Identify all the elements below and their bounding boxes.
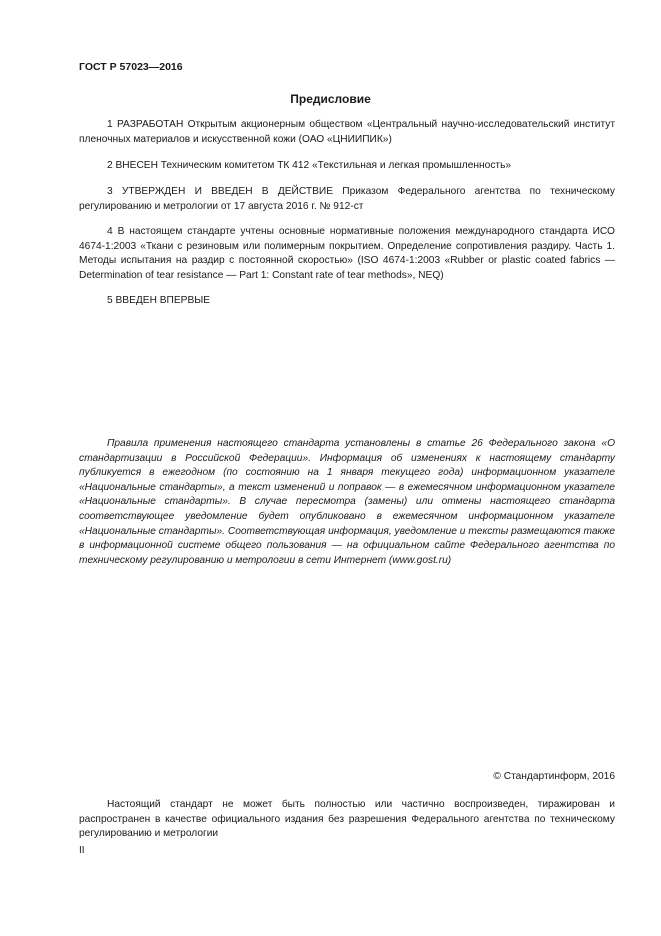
reproduction-notice <box>79 798 615 842</box>
foreword-item-1 <box>79 118 615 147</box>
foreword-item-text: 2 ВНЕСЕН Техническим комитетом ТК 412 «Текстильная и легкая промышленность» <box>107 160 512 171</box>
page-number: II <box>79 845 85 856</box>
foreword-item-text: 3 УТВЕРЖДЕН И ВВЕДЕН В ДЕЙСТВИЕ Приказом Федерального агентства по техническому регулированию и метрологии от 17 августа 2016 г. № 912-ст <box>79 186 615 212</box>
foreword-item-5 <box>79 294 615 309</box>
document-code: ГОСТ Р 57023—2016 <box>79 61 183 73</box>
rules-note <box>79 437 615 568</box>
foreword-item-3 <box>79 185 615 214</box>
copyright: © Стандартинформ, 2016 <box>493 771 615 782</box>
foreword-item-text: 5 ВВЕДЕН ВПЕРВЫЕ <box>107 295 211 306</box>
page-title: Предисловие <box>290 92 371 106</box>
foreword-item-text: 4 В настоящем стандарте учтены основные нормативные положения международного стандарта ИСО 4674-1:2003 «Ткани с резиновым или полимерным покрытием. Определение сопротивления раздиру. Часть 1. Методы испытания на раздир с постоянной скоростью» (ISO 4674-1:2003 «Rubber or plastic coated fabrics — Determination of tear resistance — Part 1: Constant rate of tear methods», NEQ) <box>79 226 615 281</box>
foreword-item-text: 1 РАЗРАБОТАН Открытым акционерным обществом «Центральный научно-исследовательский институт пленочных материалов и искусственной кожи (ОАО «ЦНИИПИК») <box>79 119 615 145</box>
rules-note-text: Правила применения настоящего стандарта установлены в статье 26 Федерального закона «О стандартизации в Российской Федерации». Информация об изменениях к настоящему стандарту публикуется в ежегодном (по состоянию на 1 января текущего года) информационном указателе «Национальные стандарты», а текст изменений и поправок — в ежемесячном информационном указателе «Национальные стандарты». В случае пересмотра (замены) или отмены настоящего стандарта соответствующее уведомление будет опубликовано в ежемесячном информационном указателе «Национальные стандарты». Соответствующая информация, уведомление и тексты размещаются также в информационной системе общего пользования — на официальном сайте Федерального агентства по техническому регулированию и метрологии в сети Интернет (www.gost.ru) <box>79 438 615 566</box>
foreword-item-4 <box>79 225 615 283</box>
reproduction-notice-text: Настоящий стандарт не может быть полностью или частично воспроизведен, тиражирован и распространен в качестве официального издания без разрешения Федерального агентства по техническому регулированию и метрологии <box>79 799 615 840</box>
foreword-item-2 <box>79 159 615 174</box>
